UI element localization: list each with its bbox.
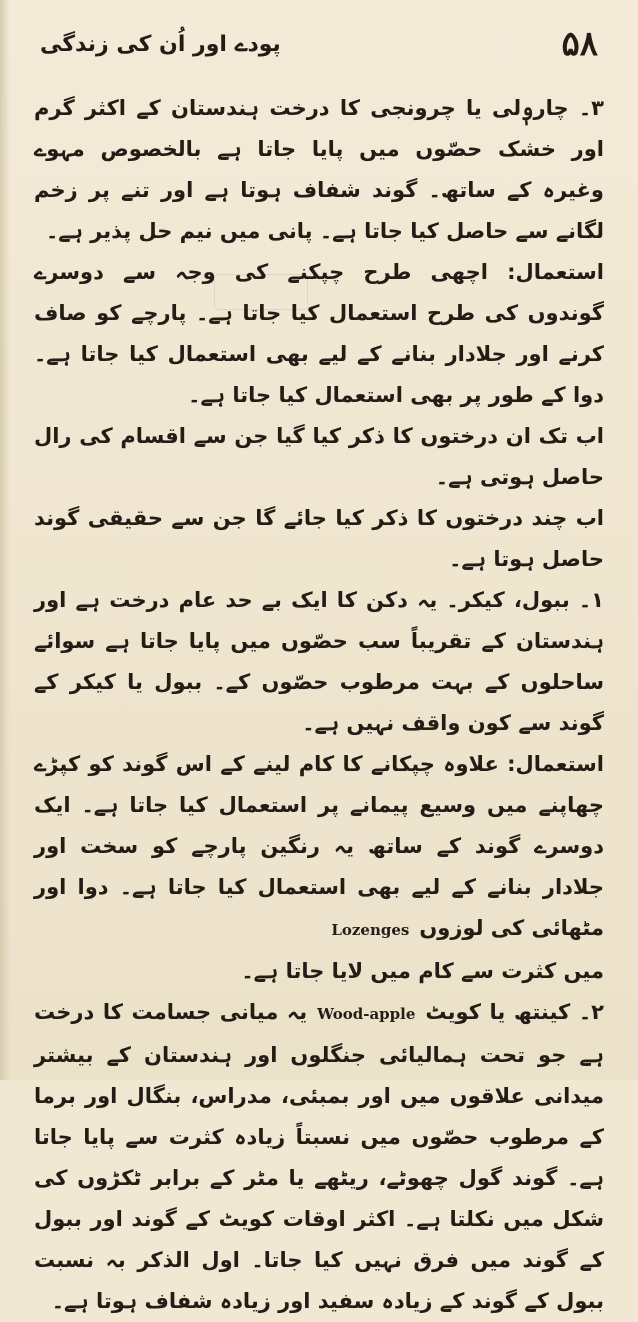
wood-apple-text: یہ میانی جسامت کا درخت ہے جو تحت ہمالیائی جنگلوں اور ہندستان کے بیشتر میدانی علاقوں میں اور بمبئی، مدراس، بنگال اور برما کے مرطوب حصّوں میں نسبتاً زیادہ کثرت سے پایا جاتا ہے۔ گوند گول چھوٹے، ریٹھے یا مٹر کے برابر ٹکڑوں کی شکل میں نکلتا ہے۔ اکثر اوقات کویٹ کے گوند اور ببول کے گوند میں فرق نہیں کیا جاتا۔ اول الذکر بہ نسبت ببول کے گوند کے زیادہ سفید اور زیادہ شفاف ہوتا ہے۔ — [34, 1000, 604, 1313]
page-header — [40, 26, 598, 70]
paragraph-chirongi-uses: استعمال: اچھی طرح چپکنے کی وجہ سے دوسرے گوندوں کی طرح استعمال کیا جاتا ہے۔ پارچے کو صاف کرنے اور جلادار بنانے کے لیے بھی استعمال کیا جاتا ہے۔ دوا کے طور پر بھی استعمال کیا جاتا ہے۔ — [34, 260, 604, 407]
term-lozenges: Lozenges — [331, 921, 410, 939]
paragraph-babul-uses-end: میں کثرت سے کام میں لایا جاتا ہے۔ — [241, 959, 604, 983]
babul-uses-text: استعمال: علاوہ چپکانے کا کام لینے کے اس گوند کو کپڑے چھاپنے میں وسیع پیمانے پر استعمال کیا جاتا ہے۔ ایک دوسرے گوند کے ساتھ یہ رنگین پارچے کو سخت اور جلادار بنانے کے لیے بھی استعمال کیا جاتا ہے۔ دوا اور مٹھائی کی لوزوں — [34, 752, 604, 940]
paragraph-babul: ۱۔ ببول، کیکر۔ یہ دکن کا ایک بے حد عام درخت ہے اور ہندستان کے تقریباً سب حصّوں میں پایا جاتا ہے سوائے ساحلوں کے بہت مرطوب حصّوں کے۔ ببول یا کیکر کے گوند سے کون واقف نہیں ہے۔ — [34, 588, 604, 735]
page-body — [34, 88, 604, 1322]
page-number: ۵۸ — [561, 24, 598, 64]
term-wood-apple: Wood-apple — [317, 1005, 416, 1023]
wood-apple-heading: ۲۔ کینتھ یا کویٹ — [425, 1000, 604, 1024]
paragraph-wood-apple — [34, 992, 604, 1322]
paragraph-babul-uses — [34, 744, 604, 951]
paragraph-chirongi: ۳۔ چاروٖلی یا چرونجی کا درخت ہندستان کے اکثر گرم اور خشک حصّوں میں پایا جاتا ہے بالخصوص مہوے وغیرہ کے ساتھ۔ گوند شفاف ہوتا ہے اور تنے پر زخم لگانے سے حاصل کیا جاتا ہے۔ پانی میں نیم حل پذیر ہے۔ — [34, 96, 604, 243]
paragraph-resins-summary: اب تک ان درختوں کا ذکر کیا گیا جن سے اقسام کی رال حاصل ہوتی ہے۔ — [34, 424, 604, 489]
running-title: پودے اور اُن کی زندگی — [40, 32, 281, 57]
paragraph-true-gums-intro: اب چند درختوں کا ذکر کیا جائے گا جن سے حقیقی گوند حاصل ہوتا ہے۔ — [34, 506, 604, 571]
